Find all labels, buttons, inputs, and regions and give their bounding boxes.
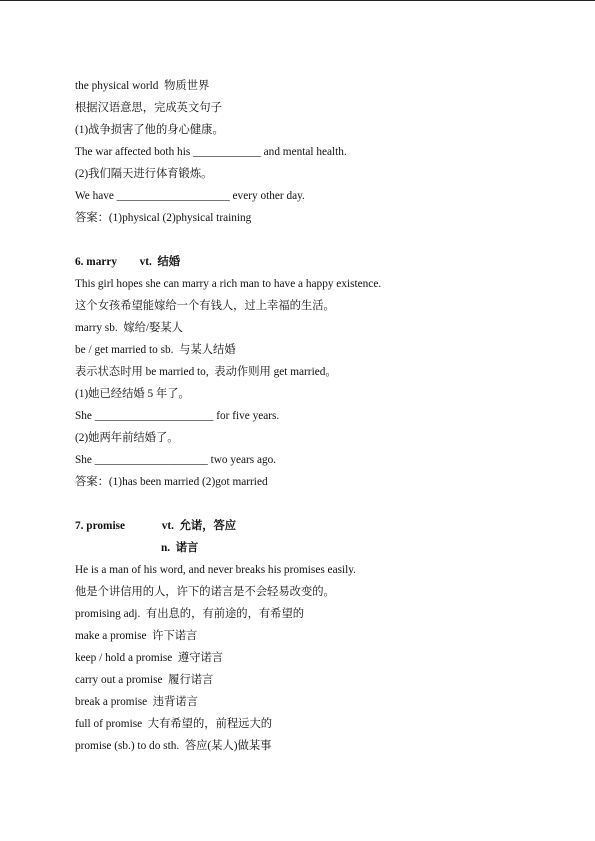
- phrase-line: carry out a promise 履行诺言: [75, 674, 214, 686]
- question-1-english: She _____________________ for five years.: [75, 410, 280, 422]
- question-2-chinese: (2)我们隔天进行体育锻炼。: [75, 168, 213, 180]
- example-chinese: 他是个讲信用的人，许下的诺言是不会轻易改变的。: [75, 586, 335, 598]
- phrase-line: promising adj. 有出息的，有前途的，有希望的: [75, 608, 305, 620]
- answer-key: 答案：(1)has been married (2)got married: [75, 476, 268, 488]
- section-heading: 6. marry vt. 结婚: [75, 256, 181, 268]
- page-top-rule: [0, 0, 595, 1]
- phrase-line: keep / hold a promise 遵守诺言: [75, 652, 224, 664]
- phrase-physical-world: the physical world 物质世界: [75, 80, 210, 92]
- phrase-line: marry sb. 嫁给/娶某人: [75, 322, 183, 334]
- phrase-line: break a promise 违背诺言: [75, 696, 198, 708]
- question-2-chinese: (2)她两年前结婚了。: [75, 432, 179, 444]
- exercise-instruction: 根据汉语意思，完成英文句子: [75, 102, 222, 114]
- answer-key: 答案：(1)physical (2)physical training: [75, 212, 252, 224]
- question-1-chinese: (1)战争损害了他的身心健康。: [75, 124, 224, 136]
- phrase-line: promise (sb.) to do sth. 答应(某人)做某事: [75, 740, 272, 752]
- example-english: This girl hopes she can marry a rich man to have a happy existence.: [75, 278, 382, 290]
- section-heading: 7. promise vt. 允诺，答应: [75, 520, 237, 532]
- question-1-english: The war affected both his ____________ and mental health.: [75, 146, 347, 158]
- example-english: He is a man of his word, and never breaks his promises easily.: [75, 564, 356, 576]
- usage-note: 表示状态时用 be married to, 表动作则用 get married。: [75, 366, 337, 378]
- question-2-english: We have ____________________ every other day.: [75, 190, 305, 202]
- section-heading-noun: n. 诺言: [161, 542, 199, 554]
- question-1-chinese: (1)她已经结婚 5 年了。: [75, 388, 190, 400]
- phrase-line: be / get married to sb. 与某人结婚: [75, 344, 236, 356]
- phrase-line: full of promise 大有希望的，前程远大的: [75, 718, 273, 730]
- question-2-english: She ____________________ two years ago.: [75, 454, 277, 466]
- phrase-line: make a promise 许下诺言: [75, 630, 198, 642]
- example-chinese: 这个女孩希望能嫁给一个有钱人，过上幸福的生活。: [75, 300, 335, 312]
